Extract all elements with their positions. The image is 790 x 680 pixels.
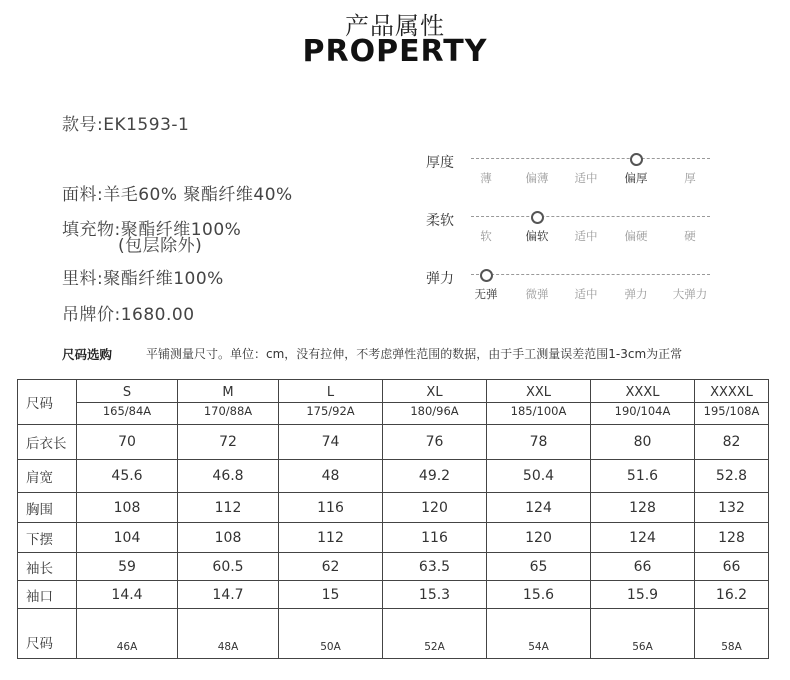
size-header-row bbox=[18, 380, 769, 425]
tag-price: 吊牌价:1680.00 bbox=[62, 305, 195, 325]
size-name: L bbox=[279, 384, 382, 403]
measurement-cell: 116 bbox=[383, 523, 487, 553]
measurement-cell: 108 bbox=[77, 493, 178, 523]
measurement-cell: 65 bbox=[487, 553, 591, 581]
measurement-cell: 62 bbox=[279, 553, 383, 581]
table-row bbox=[18, 523, 769, 553]
measurement-cell: 52.8 bbox=[695, 460, 769, 493]
row-label: 下摆 bbox=[18, 523, 77, 553]
size-header-cell bbox=[77, 380, 178, 425]
measurement-cell: 124 bbox=[591, 523, 695, 553]
measurement-cell: 63.5 bbox=[383, 553, 487, 581]
attribute-scale-line bbox=[471, 216, 710, 217]
size-header-cell bbox=[279, 380, 383, 425]
measurement-cell: 116 bbox=[279, 493, 383, 523]
measurement-cell: 49.2 bbox=[383, 460, 487, 493]
table-row bbox=[18, 581, 769, 609]
measurement-cell: 66 bbox=[591, 553, 695, 581]
measurement-cell: 66 bbox=[695, 553, 769, 581]
size-header-cell bbox=[383, 380, 487, 425]
attribute-option: 适中 bbox=[574, 171, 598, 185]
waist-size-cell: 56A bbox=[591, 609, 695, 659]
measurement-cell: 74 bbox=[279, 425, 383, 460]
measurement-cell: 46.8 bbox=[178, 460, 279, 493]
attribute-option: 软 bbox=[480, 229, 492, 243]
attribute-option: 偏薄 bbox=[525, 171, 549, 185]
measurement-cell: 104 bbox=[77, 523, 178, 553]
attribute-option: 适中 bbox=[574, 229, 598, 243]
attribute-option: 偏硬 bbox=[624, 229, 648, 243]
measurement-cell: 48 bbox=[279, 460, 383, 493]
measurement-cell: 45.6 bbox=[77, 460, 178, 493]
row-label: 袖长 bbox=[18, 553, 77, 581]
waist-size-cell: 46A bbox=[77, 609, 178, 659]
measurement-cell: 70 bbox=[77, 425, 178, 460]
measurement-cell: 128 bbox=[591, 493, 695, 523]
attribute-option: 微弹 bbox=[525, 287, 549, 301]
table-row bbox=[18, 493, 769, 523]
attribute-label: 弹力 bbox=[426, 271, 454, 287]
measurement-cell: 78 bbox=[487, 425, 591, 460]
attribute-indicator-dot bbox=[630, 153, 643, 166]
attribute-option: 硬 bbox=[684, 229, 696, 243]
attribute-option: 偏厚 bbox=[624, 171, 648, 185]
fabric-composition: 面料:羊毛60% 聚酯纤维40% bbox=[62, 185, 293, 205]
row-label: 胸围 bbox=[18, 493, 77, 523]
measurement-cell: 15 bbox=[279, 581, 383, 609]
lining-composition: 里料:聚酯纤维100% bbox=[62, 269, 224, 289]
measurement-cell: 82 bbox=[695, 425, 769, 460]
size-name: M bbox=[178, 384, 278, 403]
measurement-cell: 15.9 bbox=[591, 581, 695, 609]
size-code: 175/92A bbox=[306, 404, 355, 418]
table-row bbox=[18, 425, 769, 460]
size-code: 185/100A bbox=[510, 404, 567, 418]
size-name: S bbox=[77, 384, 177, 403]
waist-size-cell: 48A bbox=[178, 609, 279, 659]
measurement-cell: 14.7 bbox=[178, 581, 279, 609]
measurement-cell: 59 bbox=[77, 553, 178, 581]
size-table bbox=[17, 379, 769, 659]
page-title-en: PROPERTY bbox=[302, 34, 488, 69]
table-row bbox=[18, 460, 769, 493]
measurement-cell: 76 bbox=[383, 425, 487, 460]
page-title-cn: 产品属性 bbox=[345, 12, 445, 40]
measurement-cell: 15.3 bbox=[383, 581, 487, 609]
footer-label: 尺码 bbox=[18, 609, 77, 659]
measurement-cell: 120 bbox=[487, 523, 591, 553]
waist-size-row bbox=[18, 609, 769, 659]
measurement-cell: 112 bbox=[279, 523, 383, 553]
attribute-indicator-dot bbox=[480, 269, 493, 282]
attribute-option: 偏软 bbox=[525, 229, 549, 243]
measurement-cell: 132 bbox=[695, 493, 769, 523]
size-section-heading: 尺码选购 bbox=[62, 347, 113, 362]
size-header-cell bbox=[591, 380, 695, 425]
measurement-cell: 112 bbox=[178, 493, 279, 523]
size-name: XL bbox=[383, 384, 486, 403]
waist-size-cell: 50A bbox=[279, 609, 383, 659]
attribute-option: 适中 bbox=[574, 287, 598, 301]
measurement-cell: 72 bbox=[178, 425, 279, 460]
measurement-cell: 120 bbox=[383, 493, 487, 523]
style-number: 款号:EK1593-1 bbox=[62, 115, 190, 135]
size-code: 190/104A bbox=[614, 404, 671, 418]
size-name: XXXXL bbox=[695, 384, 768, 403]
filling-composition: 填充物:聚酯纤维100% bbox=[62, 220, 242, 240]
measurement-cell: 108 bbox=[178, 523, 279, 553]
size-header-cell bbox=[487, 380, 591, 425]
size-name: XXL bbox=[487, 384, 590, 403]
row-label: 后衣长 bbox=[18, 425, 77, 460]
size-code: 195/108A bbox=[703, 404, 760, 418]
attribute-option: 无弹 bbox=[474, 287, 498, 301]
measurement-cell: 128 bbox=[695, 523, 769, 553]
measurement-cell: 124 bbox=[487, 493, 591, 523]
size-code: 180/96A bbox=[410, 404, 459, 418]
table-row bbox=[18, 553, 769, 581]
measurement-cell: 15.6 bbox=[487, 581, 591, 609]
filling-note: (包层除外) bbox=[118, 236, 203, 256]
measurement-cell: 51.6 bbox=[591, 460, 695, 493]
size-header-cell bbox=[178, 380, 279, 425]
attribute-indicator-dot bbox=[531, 211, 544, 224]
attribute-option: 弹力 bbox=[624, 287, 648, 301]
size-name: XXXL bbox=[591, 384, 694, 403]
size-header-cell bbox=[695, 380, 769, 425]
attribute-option: 大弹力 bbox=[672, 287, 708, 301]
size-measurement-note: 平铺测量尺寸。单位：cm，没有拉伸，不考虑弹性范围的数据，由于手工测量误差范围1-3cm为正常 bbox=[146, 347, 683, 361]
size-header-label: 尺码 bbox=[18, 380, 77, 425]
measurement-cell: 60.5 bbox=[178, 553, 279, 581]
attribute-scale-line bbox=[471, 158, 710, 159]
measurement-cell: 80 bbox=[591, 425, 695, 460]
size-code: 165/84A bbox=[102, 404, 152, 418]
waist-size-cell: 54A bbox=[487, 609, 591, 659]
waist-size-cell: 58A bbox=[695, 609, 769, 659]
measurement-cell: 16.2 bbox=[695, 581, 769, 609]
size-code: 170/88A bbox=[203, 404, 253, 418]
waist-size-cell: 52A bbox=[383, 609, 487, 659]
attribute-scale-line bbox=[471, 274, 710, 275]
attribute-label: 柔软 bbox=[426, 213, 454, 229]
row-label: 袖口 bbox=[18, 581, 77, 609]
row-label: 肩宽 bbox=[18, 460, 77, 493]
measurement-cell: 14.4 bbox=[77, 581, 178, 609]
attribute-label: 厚度 bbox=[426, 155, 454, 171]
attribute-option: 薄 bbox=[480, 171, 492, 185]
attribute-option: 厚 bbox=[684, 171, 696, 185]
measurement-cell: 50.4 bbox=[487, 460, 591, 493]
